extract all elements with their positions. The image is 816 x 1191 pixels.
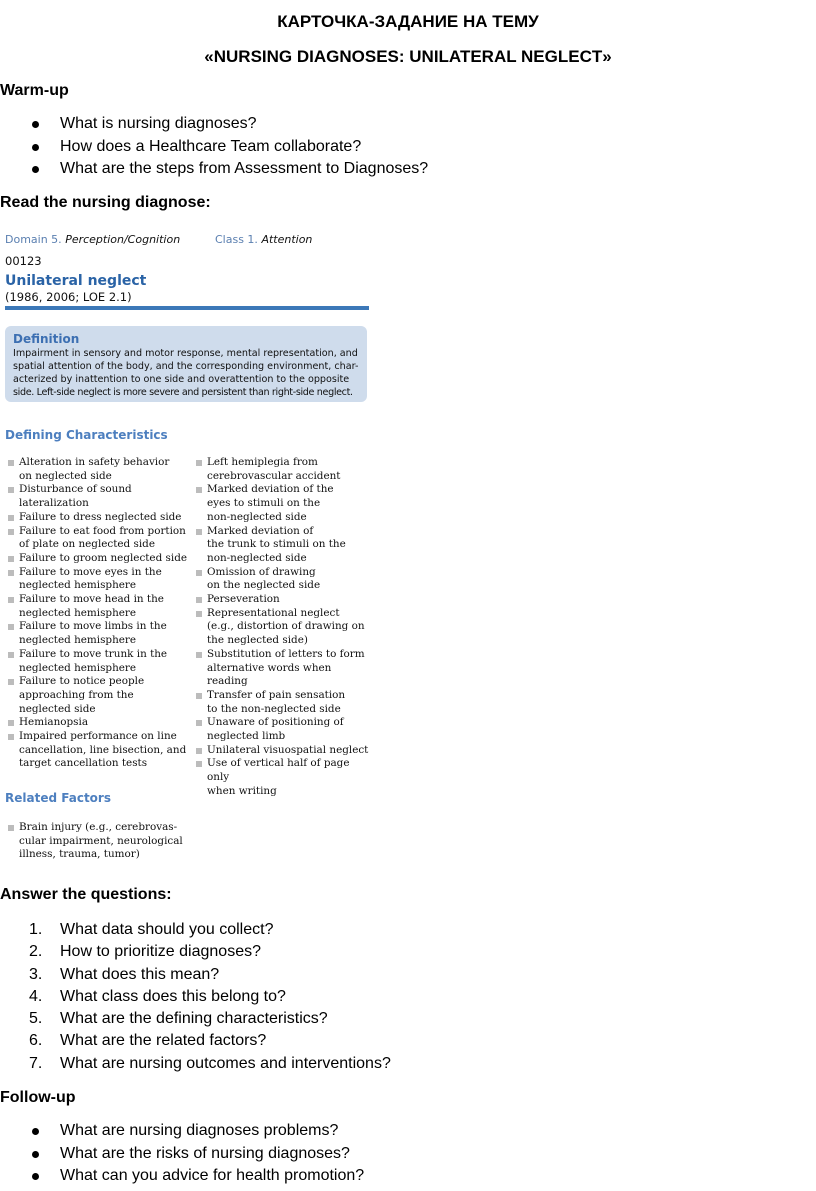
list-item-text: What class does this belong to? bbox=[60, 987, 286, 1005]
characteristic-line: the neglected side) bbox=[207, 634, 308, 647]
square-bullet-icon bbox=[8, 652, 14, 658]
list-item bbox=[0, 1008, 391, 1030]
characteristic-line: on the neglected side bbox=[207, 579, 321, 592]
related-factors-list bbox=[7, 821, 195, 862]
characteristic-line: Marked deviation of the bbox=[207, 483, 334, 496]
characteristic-line: Alteration in safety behavior bbox=[19, 456, 170, 468]
bullet-icon bbox=[32, 144, 39, 151]
characteristic-line: Transfer of pain sensation bbox=[207, 688, 346, 701]
diagnosis-years: (1986, 2006; LOE 2.1) bbox=[5, 290, 132, 304]
characteristic-line: approaching from the bbox=[19, 688, 134, 701]
item-number: 7. bbox=[29, 1054, 43, 1072]
characteristic-line: neglected limb bbox=[207, 730, 286, 743]
characteristic-line: neglected hemisphere bbox=[19, 634, 137, 647]
characteristic-line: Omission of drawing bbox=[207, 565, 316, 578]
item-number: 2. bbox=[29, 943, 43, 961]
definition-line: Impairment in sensory and motor response, mental representation, and bbox=[13, 348, 358, 359]
square-bullet-icon bbox=[8, 487, 14, 493]
list-item bbox=[0, 158, 428, 181]
bullet-icon bbox=[32, 1128, 39, 1135]
list-item bbox=[0, 1120, 364, 1143]
characteristic-item bbox=[7, 675, 195, 716]
square-bullet-icon bbox=[196, 597, 202, 603]
defining-characteristics-title: Defining Characteristics bbox=[5, 428, 168, 442]
list-item bbox=[0, 919, 391, 941]
definition-line: spatial attention of the body, and the corresponding environment, char- bbox=[13, 361, 359, 372]
title-divider bbox=[5, 306, 369, 310]
class-label: Class 1. bbox=[215, 233, 258, 246]
list-item bbox=[0, 941, 391, 963]
class-value: Attention bbox=[261, 233, 313, 246]
list-item-text: What are the risks of nursing diagnoses? bbox=[60, 1144, 350, 1162]
warmup-heading: Warm-up bbox=[0, 82, 69, 99]
domain-value: Perception/Cognition bbox=[65, 233, 181, 246]
characteristic-line: Unilateral visuospatial neglect bbox=[207, 743, 369, 756]
item-number: 6. bbox=[29, 1032, 43, 1050]
characteristic-line: Failure to eat food from portion bbox=[19, 524, 186, 537]
square-bullet-icon bbox=[196, 748, 202, 754]
list-item bbox=[0, 1165, 364, 1188]
square-bullet-icon bbox=[196, 761, 202, 767]
list-item-text: What are the related factors? bbox=[60, 1032, 267, 1050]
characteristic-line: of plate on neglected side bbox=[19, 538, 155, 551]
square-bullet-icon bbox=[8, 624, 14, 630]
square-bullet-icon bbox=[196, 460, 202, 466]
followup-heading: Follow-up bbox=[0, 1089, 76, 1106]
characteristic-line: Substitution of letters to form bbox=[207, 647, 365, 660]
square-bullet-icon bbox=[196, 611, 202, 617]
list-item-text: What is nursing diagnoses? bbox=[60, 115, 257, 132]
definition-text bbox=[13, 347, 365, 399]
characteristic-item bbox=[195, 456, 371, 483]
characteristic-line: lateralization bbox=[19, 497, 89, 510]
characteristic-line: to the non-neglected side bbox=[207, 702, 341, 715]
characteristic-item bbox=[7, 648, 195, 675]
characteristic-item bbox=[7, 566, 195, 593]
square-bullet-icon bbox=[196, 487, 202, 493]
related-factors-title: Related Factors bbox=[5, 791, 111, 805]
characteristic-line: Failure to move eyes in the bbox=[19, 565, 162, 578]
answer-heading: Answer the questions: bbox=[0, 886, 172, 903]
characteristic-line: Brain injury (e.g., cerebrovas- bbox=[19, 821, 178, 833]
diagnosis-card bbox=[5, 228, 371, 868]
warmup-list bbox=[0, 113, 428, 181]
worksheet-title-line-1: КАРТОЧКА-ЗАДАНИЕ НА ТЕМУ bbox=[277, 12, 539, 31]
characteristic-line: Impaired performance on line bbox=[19, 730, 177, 743]
characteristic-line: non-neglected side bbox=[207, 510, 307, 523]
characteristic-line: neglected hemisphere bbox=[19, 579, 137, 592]
square-bullet-icon bbox=[196, 652, 202, 658]
characteristic-item bbox=[195, 566, 371, 593]
characteristic-line: alternative words when reading bbox=[207, 661, 332, 688]
characteristic-line: Disturbance of sound bbox=[19, 483, 132, 496]
characteristic-line: Hemianopsia bbox=[19, 716, 89, 729]
square-bullet-icon bbox=[8, 460, 14, 466]
list-item bbox=[0, 1143, 364, 1166]
characteristic-line: Representational neglect bbox=[207, 606, 340, 619]
diagnosis-code: 00123 bbox=[5, 254, 42, 268]
characteristic-item bbox=[7, 525, 195, 552]
square-bullet-icon bbox=[8, 597, 14, 603]
domain-line bbox=[5, 233, 180, 246]
characteristic-line: Failure to move limbs in the bbox=[19, 620, 167, 633]
definition-line: acterized by inattention to one side and overattention to the opposite bbox=[13, 374, 350, 385]
followup-list bbox=[0, 1120, 364, 1188]
item-number: 1. bbox=[29, 921, 43, 938]
square-bullet-icon bbox=[8, 556, 14, 562]
square-bullet-icon bbox=[8, 734, 14, 740]
characteristic-line: non-neglected side bbox=[207, 551, 307, 564]
characteristic-item bbox=[195, 525, 371, 566]
characteristic-item bbox=[7, 716, 195, 730]
characteristic-line: the trunk to stimuli on the bbox=[207, 538, 346, 551]
characteristic-line: neglected hemisphere bbox=[19, 606, 137, 619]
bullet-icon bbox=[32, 1173, 39, 1180]
item-number: 5. bbox=[29, 1010, 43, 1028]
characteristic-item bbox=[7, 511, 195, 525]
characteristic-item bbox=[7, 620, 195, 647]
square-bullet-icon bbox=[8, 529, 14, 535]
square-bullet-icon bbox=[196, 529, 202, 535]
square-bullet-icon bbox=[8, 570, 14, 576]
list-item-text: How to prioritize diagnoses? bbox=[60, 943, 261, 961]
characteristic-item bbox=[7, 593, 195, 620]
list-item bbox=[0, 1053, 391, 1075]
list-item bbox=[0, 1030, 391, 1052]
characteristic-line: Failure to notice people bbox=[19, 675, 145, 688]
answer-list bbox=[0, 919, 391, 1075]
defining-characteristics-left-column bbox=[7, 456, 195, 771]
characteristic-item bbox=[7, 552, 195, 566]
list-item bbox=[0, 113, 428, 136]
characteristic-item bbox=[195, 716, 371, 743]
list-item-text: What are nursing diagnoses problems? bbox=[60, 1122, 339, 1139]
definition-line: side. Left-side neglect is more severe and persistent than right-side neglect. bbox=[13, 387, 353, 398]
characteristic-item bbox=[7, 483, 195, 510]
list-item bbox=[0, 136, 428, 159]
defining-characteristics-right-column bbox=[195, 456, 371, 799]
characteristic-item bbox=[195, 689, 371, 716]
characteristic-item bbox=[195, 483, 371, 524]
list-item-text: What are nursing outcomes and interventions? bbox=[60, 1054, 391, 1072]
characteristic-item bbox=[7, 456, 195, 483]
bullet-icon bbox=[32, 166, 39, 173]
characteristic-line: (e.g., distortion of drawing on bbox=[207, 620, 365, 633]
definition-title: Definition bbox=[13, 332, 80, 346]
list-item-text: What can you advice for health promotion? bbox=[60, 1167, 365, 1184]
characteristic-line: Unaware of positioning of bbox=[207, 716, 344, 729]
item-number: 4. bbox=[29, 987, 43, 1005]
square-bullet-icon bbox=[196, 693, 202, 699]
list-item-text: What are the steps from Assessment to Diagnoses? bbox=[60, 160, 429, 177]
worksheet-title-line-2: «NURSING DIAGNOSES: UNILATERAL NEGLECT» bbox=[204, 47, 612, 66]
characteristic-line: Failure to move head in the bbox=[19, 593, 164, 606]
square-bullet-icon bbox=[196, 720, 202, 726]
characteristic-line: Failure to groom neglected side bbox=[19, 551, 187, 564]
characteristic-line: illness, trauma, tumor) bbox=[19, 848, 140, 861]
read-heading: Read the nursing diagnose: bbox=[0, 194, 211, 211]
characteristic-line: Marked deviation of bbox=[207, 524, 314, 537]
list-item-text: What does this mean? bbox=[60, 965, 220, 983]
diagnosis-name: Unilateral neglect bbox=[5, 273, 147, 289]
characteristic-line: Use of vertical half of page only bbox=[207, 757, 350, 784]
characteristic-line: cancellation, line bisection, and bbox=[19, 743, 187, 756]
square-bullet-icon bbox=[8, 679, 14, 685]
list-item-text: What are the defining characteristics? bbox=[60, 1010, 328, 1028]
characteristic-line: target cancellation tests bbox=[19, 757, 148, 770]
characteristic-line: on neglected side bbox=[19, 469, 112, 482]
square-bullet-icon bbox=[8, 825, 14, 831]
characteristic-line: neglected side bbox=[19, 702, 96, 715]
list-item bbox=[0, 986, 391, 1008]
characteristic-line: when writing bbox=[207, 784, 277, 797]
square-bullet-icon bbox=[196, 570, 202, 576]
domain-label: Domain 5. bbox=[5, 233, 62, 246]
list-item-text: How does a Healthcare Team collaborate? bbox=[60, 137, 362, 155]
characteristic-line: Perseveration bbox=[207, 593, 280, 606]
characteristic-line: cerebrovascular accident bbox=[207, 469, 341, 482]
characteristic-item bbox=[195, 607, 371, 648]
characteristic-item bbox=[7, 821, 195, 862]
bullet-icon bbox=[32, 121, 39, 128]
characteristic-line: eyes to stimuli on the bbox=[207, 497, 321, 510]
characteristic-item bbox=[195, 593, 371, 607]
square-bullet-icon bbox=[8, 515, 14, 521]
characteristic-item bbox=[195, 757, 371, 798]
list-item bbox=[0, 964, 391, 986]
characteristic-line: cular impairment, neurological bbox=[19, 834, 183, 847]
class-line bbox=[215, 233, 312, 246]
list-item-text: What data should you collect? bbox=[60, 921, 274, 938]
characteristic-line: Failure to dress neglected side bbox=[19, 510, 182, 523]
characteristic-line: Left hemiplegia from bbox=[207, 456, 318, 468]
characteristic-line: neglected hemisphere bbox=[19, 661, 137, 674]
item-number: 3. bbox=[29, 965, 43, 983]
square-bullet-icon bbox=[8, 720, 14, 726]
characteristic-item bbox=[195, 648, 371, 689]
bullet-icon bbox=[32, 1151, 39, 1158]
characteristic-item bbox=[195, 744, 371, 758]
characteristic-line: Failure to move trunk in the bbox=[19, 647, 168, 660]
characteristic-item bbox=[7, 730, 195, 771]
